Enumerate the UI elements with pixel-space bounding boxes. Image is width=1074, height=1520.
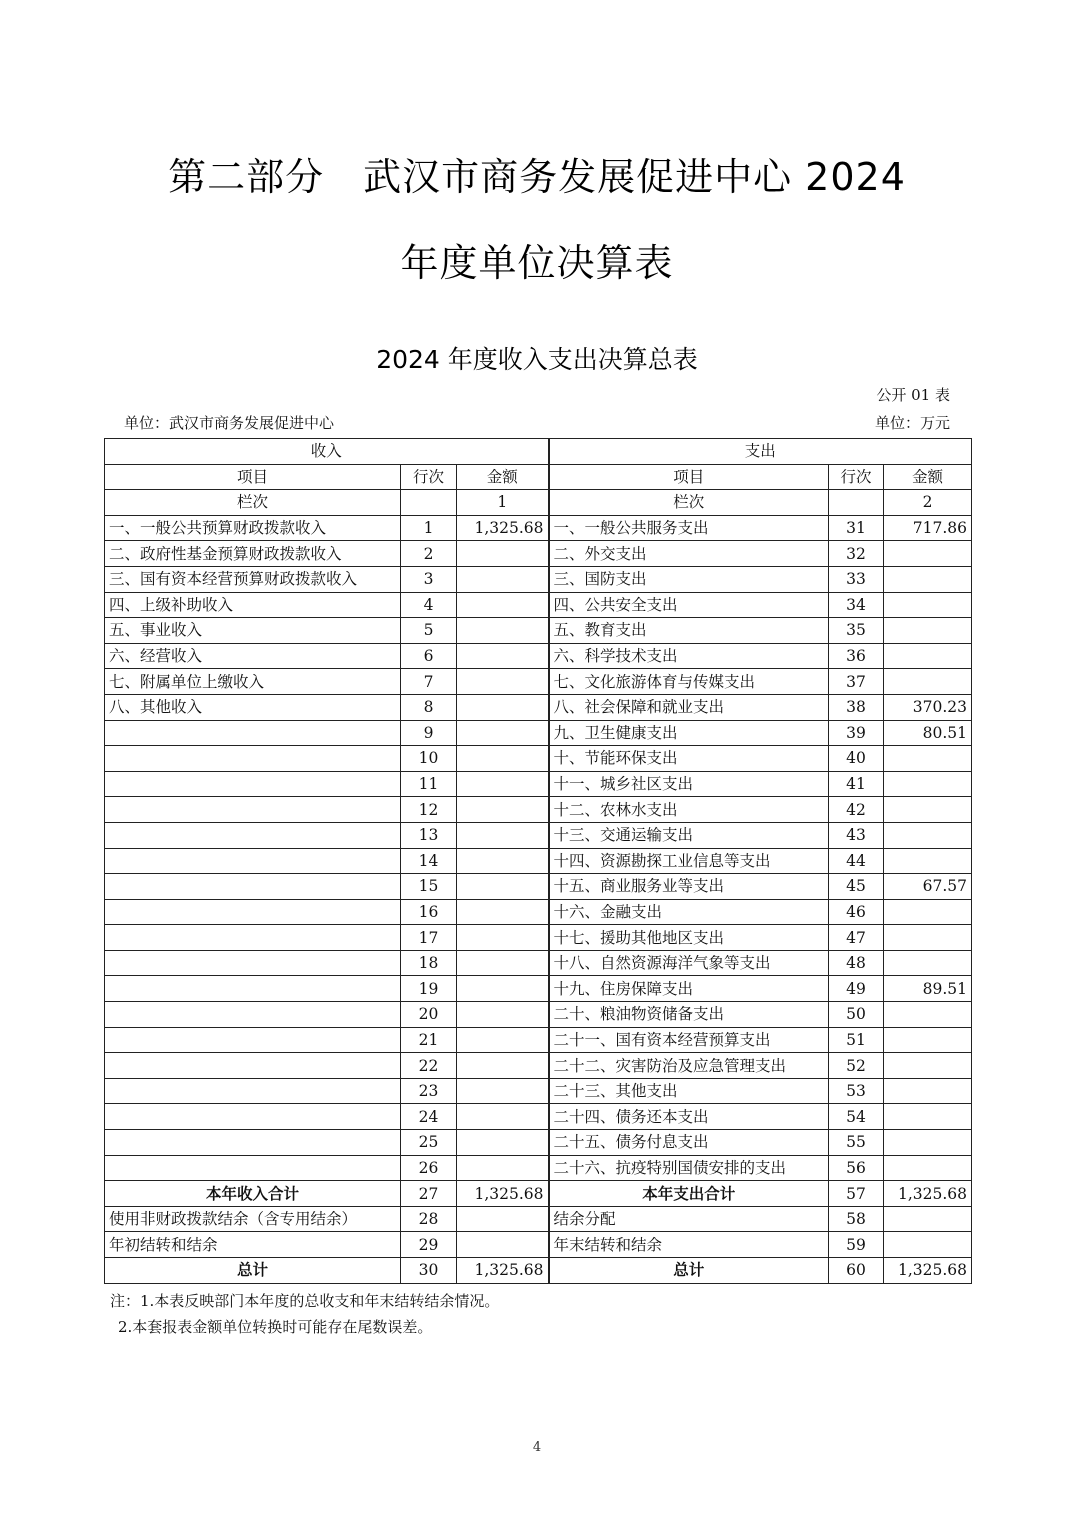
expense-item: 二十、粮油物资储备支出 bbox=[549, 1002, 829, 1028]
income-row-number: 23 bbox=[401, 1078, 457, 1104]
expense-item: 八、社会保障和就业支出 bbox=[549, 694, 829, 720]
expense-row-number: 55 bbox=[829, 1130, 884, 1156]
income-amount bbox=[457, 618, 549, 644]
expense-row-number: 45 bbox=[829, 874, 884, 900]
income-amount bbox=[457, 899, 549, 925]
income-amount bbox=[457, 1104, 549, 1130]
table-row bbox=[105, 1130, 972, 1156]
income-row-number: 25 bbox=[401, 1130, 457, 1156]
expense-item: 九、卫生健康支出 bbox=[549, 720, 829, 746]
income-amount: 1,325.68 bbox=[457, 1258, 549, 1284]
income-row-number: 11 bbox=[401, 771, 457, 797]
table-row bbox=[105, 822, 972, 848]
expense-header: 支出 bbox=[549, 439, 972, 465]
expense-item: 十九、住房保障支出 bbox=[549, 976, 829, 1002]
income-index-value: 1 bbox=[457, 490, 549, 516]
income-item: 使用非财政拨款结余（含专用结余） bbox=[105, 1206, 401, 1232]
table-row bbox=[105, 1104, 972, 1130]
income-amount bbox=[457, 1130, 549, 1156]
notes bbox=[110, 1288, 499, 1340]
table-row bbox=[105, 618, 972, 644]
table-row bbox=[105, 1078, 972, 1104]
expense-amount bbox=[884, 771, 972, 797]
table-row bbox=[105, 925, 972, 951]
income-row-number: 12 bbox=[401, 797, 457, 823]
income-item bbox=[105, 771, 401, 797]
expense-amount bbox=[884, 1155, 972, 1181]
income-amount bbox=[457, 643, 549, 669]
expense-row-number: 54 bbox=[829, 1104, 884, 1130]
income-item bbox=[105, 746, 401, 772]
unit-currency: 单位：万元 bbox=[874, 414, 950, 432]
income-expense-table bbox=[104, 438, 972, 1284]
income-item bbox=[105, 797, 401, 823]
income-row-number: 8 bbox=[401, 694, 457, 720]
income-item: 六、经营收入 bbox=[105, 643, 401, 669]
income-row-number: 28 bbox=[401, 1206, 457, 1232]
income-row-number: 20 bbox=[401, 1002, 457, 1028]
expense-item: 二十五、债务付息支出 bbox=[549, 1130, 829, 1156]
table-row bbox=[105, 541, 972, 567]
income-item bbox=[105, 976, 401, 1002]
income-amount bbox=[457, 1155, 549, 1181]
expense-amount bbox=[884, 1206, 972, 1232]
expense-item: 四、公共安全支出 bbox=[549, 592, 829, 618]
expense-row-number: 52 bbox=[829, 1053, 884, 1079]
table-row bbox=[105, 848, 972, 874]
expense-amount bbox=[884, 797, 972, 823]
income-amount bbox=[457, 950, 549, 976]
expense-amount bbox=[884, 848, 972, 874]
expense-row-number: 33 bbox=[829, 566, 884, 592]
income-item: 七、附属单位上缴收入 bbox=[105, 669, 401, 695]
income-row-number: 5 bbox=[401, 618, 457, 644]
table-row bbox=[105, 1002, 972, 1028]
income-item bbox=[105, 950, 401, 976]
expense-item: 结余分配 bbox=[549, 1206, 829, 1232]
table-row bbox=[105, 1027, 972, 1053]
expense-row-number: 46 bbox=[829, 899, 884, 925]
expense-item: 年末结转和结余 bbox=[549, 1232, 829, 1258]
expense-amount: 80.51 bbox=[884, 720, 972, 746]
income-amount: 1,325.68 bbox=[457, 515, 549, 541]
expense-amount bbox=[884, 746, 972, 772]
expense-amount bbox=[884, 950, 972, 976]
unit-organization: 单位：武汉市商务发展促进中心 bbox=[124, 414, 335, 432]
expense-row-number: 56 bbox=[829, 1155, 884, 1181]
expense-amount: 67.57 bbox=[884, 874, 972, 900]
income-amount bbox=[457, 720, 549, 746]
table-row bbox=[105, 1155, 972, 1181]
expense-amount bbox=[884, 1027, 972, 1053]
income-amount bbox=[457, 1206, 549, 1232]
table-row bbox=[105, 950, 972, 976]
income-row-number: 14 bbox=[401, 848, 457, 874]
income-row-number: 7 bbox=[401, 669, 457, 695]
expense-item: 二十六、抗疫特别国债安排的支出 bbox=[549, 1155, 829, 1181]
expense-item: 二十三、其他支出 bbox=[549, 1078, 829, 1104]
column-header-row bbox=[105, 464, 972, 490]
income-item: 总计 bbox=[105, 1258, 401, 1284]
table-row bbox=[105, 592, 972, 618]
income-item bbox=[105, 874, 401, 900]
expense-index-row bbox=[829, 490, 884, 516]
section-header-row bbox=[105, 439, 972, 465]
income-col-row: 行次 bbox=[401, 464, 457, 490]
income-row-number: 15 bbox=[401, 874, 457, 900]
expense-item: 十四、资源勘探工业信息等支出 bbox=[549, 848, 829, 874]
expense-item: 六、科学技术支出 bbox=[549, 643, 829, 669]
income-row-number: 22 bbox=[401, 1053, 457, 1079]
income-item bbox=[105, 1130, 401, 1156]
column-index-row bbox=[105, 490, 972, 516]
subtotal-row bbox=[105, 1181, 972, 1207]
expense-amount: 1,325.68 bbox=[884, 1181, 972, 1207]
income-item bbox=[105, 822, 401, 848]
expense-row-number: 50 bbox=[829, 1002, 884, 1028]
income-item: 本年收入合计 bbox=[105, 1181, 401, 1207]
expense-amount bbox=[884, 1104, 972, 1130]
expense-row-number: 32 bbox=[829, 541, 884, 567]
expense-amount: 89.51 bbox=[884, 976, 972, 1002]
income-row-number: 6 bbox=[401, 643, 457, 669]
table-row bbox=[105, 720, 972, 746]
expense-row-number: 31 bbox=[829, 515, 884, 541]
expense-row-number: 57 bbox=[829, 1181, 884, 1207]
table-row bbox=[105, 515, 972, 541]
expense-row-number: 47 bbox=[829, 925, 884, 951]
expense-col-row: 行次 bbox=[829, 464, 884, 490]
expense-item: 十六、金融支出 bbox=[549, 899, 829, 925]
expense-amount bbox=[884, 541, 972, 567]
income-index-row bbox=[401, 490, 457, 516]
expense-row-number: 36 bbox=[829, 643, 884, 669]
expense-row-number: 58 bbox=[829, 1206, 884, 1232]
table-row bbox=[105, 694, 972, 720]
expense-row-number: 44 bbox=[829, 848, 884, 874]
income-row-number: 26 bbox=[401, 1155, 457, 1181]
table-row bbox=[105, 797, 972, 823]
income-amount bbox=[457, 592, 549, 618]
income-amount bbox=[457, 1078, 549, 1104]
expense-amount bbox=[884, 899, 972, 925]
income-row-number: 29 bbox=[401, 1232, 457, 1258]
income-item: 二、政府性基金预算财政拨款收入 bbox=[105, 541, 401, 567]
income-col-item: 项目 bbox=[105, 464, 401, 490]
table-code: 公开 01 表 bbox=[876, 386, 950, 404]
table-row bbox=[105, 669, 972, 695]
expense-row-number: 60 bbox=[829, 1258, 884, 1284]
document-title-line2: 年度单位决算表 bbox=[400, 241, 674, 285]
income-item bbox=[105, 1155, 401, 1181]
expense-row-number: 39 bbox=[829, 720, 884, 746]
expense-row-number: 53 bbox=[829, 1078, 884, 1104]
income-item: 年初结转和结余 bbox=[105, 1232, 401, 1258]
expense-item: 十一、城乡社区支出 bbox=[549, 771, 829, 797]
expense-item: 十七、援助其他地区支出 bbox=[549, 925, 829, 951]
income-amount bbox=[457, 1002, 549, 1028]
income-row-number: 24 bbox=[401, 1104, 457, 1130]
income-amount bbox=[457, 1053, 549, 1079]
income-amount bbox=[457, 925, 549, 951]
table-row bbox=[105, 643, 972, 669]
income-amount bbox=[457, 848, 549, 874]
income-amount bbox=[457, 976, 549, 1002]
income-row-number: 10 bbox=[401, 746, 457, 772]
expense-amount bbox=[884, 592, 972, 618]
income-amount bbox=[457, 694, 549, 720]
income-amount bbox=[457, 566, 549, 592]
expense-item: 五、教育支出 bbox=[549, 618, 829, 644]
income-row-number: 21 bbox=[401, 1027, 457, 1053]
expense-item: 七、文化旅游体育与传媒支出 bbox=[549, 669, 829, 695]
expense-item: 二十四、债务还本支出 bbox=[549, 1104, 829, 1130]
expense-item: 十三、交通运输支出 bbox=[549, 822, 829, 848]
expense-row-number: 41 bbox=[829, 771, 884, 797]
expense-amount bbox=[884, 643, 972, 669]
table-row bbox=[105, 771, 972, 797]
expense-amount: 370.23 bbox=[884, 694, 972, 720]
income-amount bbox=[457, 1027, 549, 1053]
expense-row-number: 34 bbox=[829, 592, 884, 618]
income-amount bbox=[457, 746, 549, 772]
income-header: 收入 bbox=[105, 439, 549, 465]
expense-col-item: 项目 bbox=[549, 464, 829, 490]
expense-col-amount: 金额 bbox=[884, 464, 972, 490]
income-row-number: 2 bbox=[401, 541, 457, 567]
income-index-label: 栏次 bbox=[105, 490, 401, 516]
income-item bbox=[105, 848, 401, 874]
income-item bbox=[105, 899, 401, 925]
income-row-number: 13 bbox=[401, 822, 457, 848]
expense-row-number: 35 bbox=[829, 618, 884, 644]
table-row bbox=[105, 566, 972, 592]
expense-amount bbox=[884, 822, 972, 848]
expense-row-number: 51 bbox=[829, 1027, 884, 1053]
expense-item: 十二、农林水支出 bbox=[549, 797, 829, 823]
income-item: 一、一般公共预算财政拨款收入 bbox=[105, 515, 401, 541]
expense-amount bbox=[884, 566, 972, 592]
expense-item: 十五、商业服务业等支出 bbox=[549, 874, 829, 900]
expense-amount: 1,325.68 bbox=[884, 1258, 972, 1284]
expense-item: 二十一、国有资本经营预算支出 bbox=[549, 1027, 829, 1053]
income-row-number: 1 bbox=[401, 515, 457, 541]
income-row-number: 30 bbox=[401, 1258, 457, 1284]
expense-row-number: 49 bbox=[829, 976, 884, 1002]
income-row-number: 18 bbox=[401, 950, 457, 976]
table-row bbox=[105, 746, 972, 772]
expense-amount bbox=[884, 925, 972, 951]
expense-item: 本年支出合计 bbox=[549, 1181, 829, 1207]
expense-item: 一、一般公共服务支出 bbox=[549, 515, 829, 541]
income-item bbox=[105, 1027, 401, 1053]
table-row bbox=[105, 1053, 972, 1079]
table-row bbox=[105, 874, 972, 900]
note-2: 2.本套报表金额单位转换时可能存在尾数误差。 bbox=[118, 1318, 433, 1336]
table-row bbox=[105, 899, 972, 925]
expense-row-number: 42 bbox=[829, 797, 884, 823]
expense-row-number: 38 bbox=[829, 694, 884, 720]
expense-item: 三、国防支出 bbox=[549, 566, 829, 592]
income-item: 八、其他收入 bbox=[105, 694, 401, 720]
expense-amount bbox=[884, 1232, 972, 1258]
expense-row-number: 59 bbox=[829, 1232, 884, 1258]
document-title-line1: 第二部分 武汉市商务发展促进中心 2024 bbox=[168, 155, 906, 199]
income-amount bbox=[457, 771, 549, 797]
income-col-amount: 金额 bbox=[457, 464, 549, 490]
expense-item: 十八、自然资源海洋气象等支出 bbox=[549, 950, 829, 976]
page-number: 4 bbox=[532, 1440, 542, 1455]
expense-row-number: 43 bbox=[829, 822, 884, 848]
income-item bbox=[105, 1078, 401, 1104]
income-item bbox=[105, 720, 401, 746]
income-row-number: 17 bbox=[401, 925, 457, 951]
expense-item: 二、外交支出 bbox=[549, 541, 829, 567]
income-amount bbox=[457, 1232, 549, 1258]
table-title: 2024 年度收入支出决算总表 bbox=[376, 345, 698, 374]
expense-amount bbox=[884, 1053, 972, 1079]
income-item: 三、国有资本经营预算财政拨款收入 bbox=[105, 566, 401, 592]
income-item bbox=[105, 1002, 401, 1028]
income-item bbox=[105, 1053, 401, 1079]
income-row-number: 3 bbox=[401, 566, 457, 592]
income-amount bbox=[457, 797, 549, 823]
expense-row-number: 37 bbox=[829, 669, 884, 695]
table-row bbox=[105, 1206, 972, 1232]
expense-item: 二十二、灾害防治及应急管理支出 bbox=[549, 1053, 829, 1079]
income-amount bbox=[457, 669, 549, 695]
expense-amount bbox=[884, 1002, 972, 1028]
table-row bbox=[105, 1232, 972, 1258]
income-row-number: 27 bbox=[401, 1181, 457, 1207]
income-amount bbox=[457, 541, 549, 567]
income-item bbox=[105, 925, 401, 951]
expense-item: 十、节能环保支出 bbox=[549, 746, 829, 772]
expense-amount bbox=[884, 618, 972, 644]
income-row-number: 9 bbox=[401, 720, 457, 746]
income-row-number: 19 bbox=[401, 976, 457, 1002]
income-amount bbox=[457, 822, 549, 848]
expense-amount bbox=[884, 669, 972, 695]
expense-amount: 717.86 bbox=[884, 515, 972, 541]
income-amount: 1,325.68 bbox=[457, 1181, 549, 1207]
income-amount bbox=[457, 874, 549, 900]
table-row bbox=[105, 976, 972, 1002]
expense-row-number: 40 bbox=[829, 746, 884, 772]
income-row-number: 16 bbox=[401, 899, 457, 925]
expense-index-label: 栏次 bbox=[549, 490, 829, 516]
note-1: 注：1.本表反映部门本年度的总收支和年末结转结余情况。 bbox=[110, 1292, 500, 1310]
expense-row-number: 48 bbox=[829, 950, 884, 976]
expense-item: 总计 bbox=[549, 1258, 829, 1284]
expense-amount bbox=[884, 1078, 972, 1104]
expense-amount bbox=[884, 1130, 972, 1156]
expense-index-value: 2 bbox=[884, 490, 972, 516]
income-item bbox=[105, 1104, 401, 1130]
income-row-number: 4 bbox=[401, 592, 457, 618]
total-row bbox=[105, 1258, 972, 1284]
income-item: 五、事业收入 bbox=[105, 618, 401, 644]
income-item: 四、上级补助收入 bbox=[105, 592, 401, 618]
